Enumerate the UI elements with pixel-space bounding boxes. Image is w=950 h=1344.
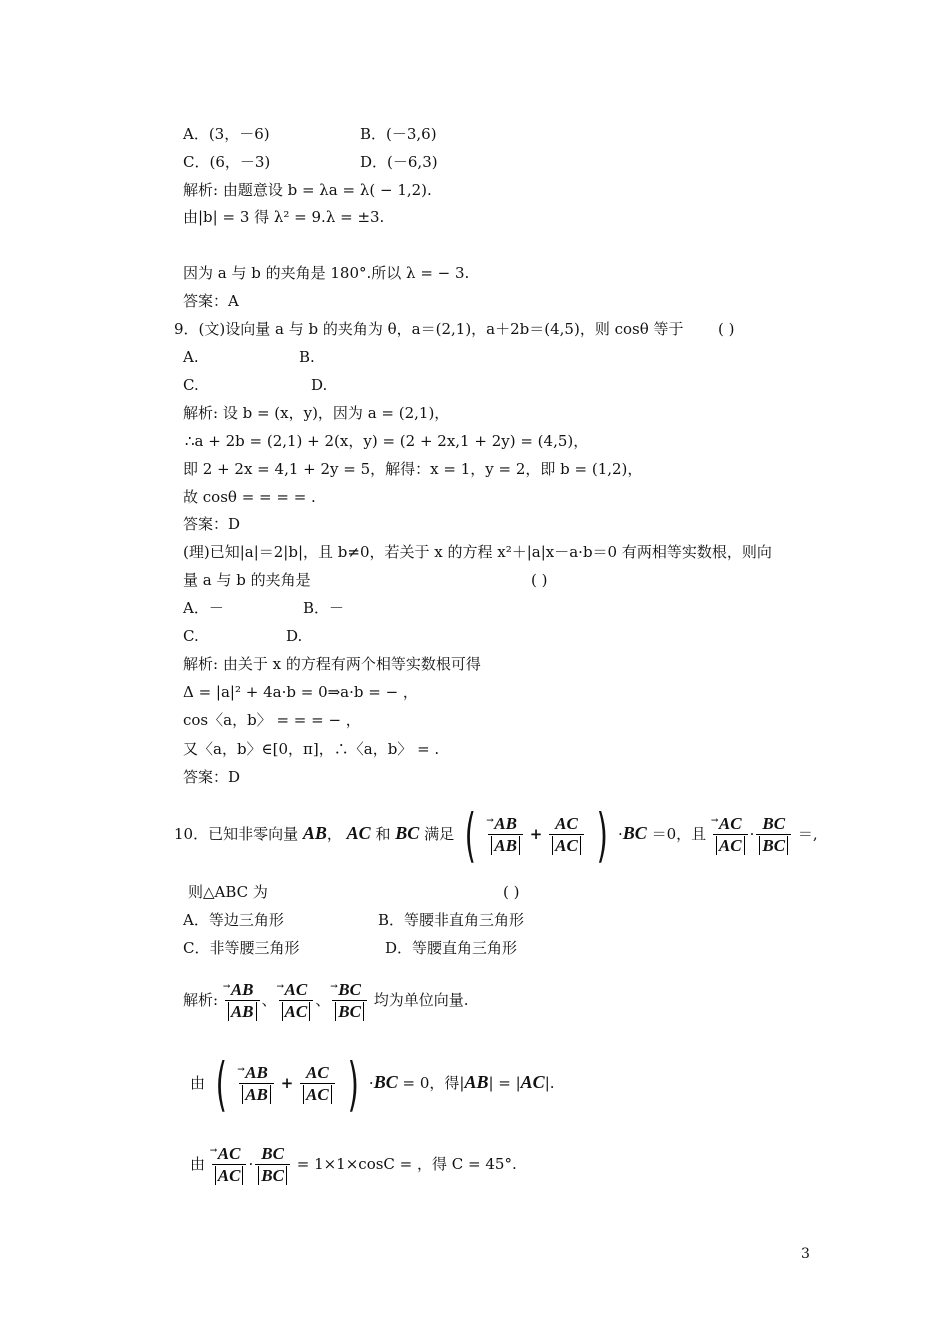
question-10: 10．已知非零向量 AB， AC 和 BC 满足 ( → AB AB + $\frac{AC}{AC}$ ) ·BC ＝0，且 → AC AC · $\frac{BC}{BC}$ ＝,	[174, 801, 818, 869]
vector-ac: AC	[520, 1072, 545, 1092]
numerator: BC	[338, 979, 361, 999]
option-c-q8: C．(6，－3)	[183, 153, 271, 171]
option-d-q10: D．等腰直角三角形	[385, 939, 518, 957]
page-number: 3	[801, 1246, 810, 1262]
analysis-q8-line3: 因为 a 与 b 的夹角是 180°.所以 λ = − 3.	[183, 264, 470, 282]
answer-q9-wen: 答案：D	[183, 515, 241, 533]
plus-sign: +	[280, 1074, 294, 1092]
question-10-blank: ( )	[503, 883, 520, 901]
analysis-q10-line2: 由 ( → AB AB + $\frac{AC}{AC}$ ) ·BC = 0，得|AB| = |AC|.	[190, 1050, 555, 1118]
result-text: = 1×1×cosC = ，得 C = 45°.	[296, 1155, 517, 1173]
question-9-li-line2: 量 a 与 b 的夹角是	[183, 571, 311, 589]
vector-bc: BC	[373, 1072, 398, 1092]
option-a-q8: A．(3，－6)	[183, 125, 270, 143]
fraction-bc-over-abs-bc	[255, 1144, 290, 1187]
denominator: AC	[716, 836, 745, 855]
denominator: AC	[282, 1002, 311, 1021]
q10-eq: ＝,	[797, 825, 818, 843]
analysis-q9-li-line4: 又〈a，b〉∈[0，π]，∴〈a，b〉 = .	[183, 740, 440, 758]
vector-ab: AB	[464, 1072, 489, 1092]
answer-q8: 答案：A	[183, 292, 239, 310]
analysis-label: 解析:	[183, 991, 219, 1009]
numerator: AB	[245, 1062, 268, 1082]
analysis-q9-li-line1: 解析: 由关于 x 的方程有两个相等实数根可得	[183, 655, 481, 673]
fraction-ac-over-abs-ac	[209, 1143, 247, 1187]
analysis-q8-line2: 由|b| = 3 得 λ² = 9.λ = ±3.	[183, 208, 385, 226]
question-9-blank: ( )	[718, 320, 735, 338]
mid-text: = 0，得|	[402, 1074, 465, 1092]
analysis-q9-line2: ∴a + 2b = (2,1) + 2(x，y) = (2 + 2x,1 + 2y) = (4,5)，	[185, 432, 589, 450]
denominator: BC	[759, 836, 788, 855]
vector-bc: BC	[395, 823, 420, 843]
option-a-q10: A．等边三角形	[183, 911, 284, 929]
numerator: AC	[217, 1143, 241, 1163]
analysis-q9-line4: 故 cosθ = = = = .	[183, 488, 316, 506]
analysis-suffix: 均为单位向量.	[373, 991, 469, 1009]
fraction-ab-over-abs-ab	[488, 814, 523, 857]
analysis-q8-line1: 解析: 由题意设 b = λa = λ( − 1,2).	[183, 181, 432, 199]
numerator: BC	[762, 813, 786, 833]
left-paren: (	[464, 801, 476, 869]
numerator: AB	[230, 979, 254, 999]
eq-text: | = |	[488, 1074, 521, 1092]
numerator: AC	[555, 813, 578, 833]
vector-arrow-icon: →	[330, 981, 338, 992]
vector-arrow-icon: →	[209, 1145, 218, 1156]
denominator: BC	[335, 1002, 364, 1021]
option-d-q9-li: D.	[286, 627, 303, 645]
numerator: AC	[284, 979, 308, 999]
option-c-q9: C.	[183, 376, 199, 394]
q10-prefix: 10．已知非零向量	[174, 825, 299, 843]
question-9-li-blank: ( )	[531, 571, 548, 589]
denominator: AB	[228, 1002, 257, 1021]
analysis-q9-line3: 即 2 + 2x = 4,1 + 2y = 5，解得：x = 1，y = 2，即 b = (1,2)，	[183, 460, 643, 478]
option-a-q9: A.	[183, 348, 199, 366]
option-b-q8: B．(－3,6)	[360, 125, 437, 143]
fraction-ac-over-abs-ac	[710, 813, 748, 857]
analysis-q9-li-line3: cos〈a，b〉 = = = − ，	[183, 711, 361, 729]
vector-arrow-icon: →	[276, 981, 285, 992]
vector-ac: AC	[346, 823, 371, 843]
numerator: AC	[306, 1062, 329, 1082]
numerator: BC	[261, 1143, 284, 1163]
right-paren: )	[347, 1050, 359, 1118]
fraction-ac-over-abs-ac	[549, 814, 584, 857]
analysis-q10-line1: 解析: → AB AB 、 → AC AC 、 → BC BC 均为单位向量.	[183, 979, 469, 1021]
numerator: AC	[718, 813, 742, 833]
denominator: AC	[552, 836, 581, 855]
analysis-q9-li-line2: Δ = |a|² + 4a·b = 0⇒a·b = − ，	[183, 683, 418, 701]
vector-arrow-icon: →	[222, 981, 231, 992]
question-9-li-line1: (理)已知|a|＝2|b|，且 b≠0，若关于 x 的方程 x²＋|a|x－a·b＝0 有两相等实数根，则向	[183, 543, 772, 561]
denominator: BC	[258, 1166, 287, 1185]
left-paren: (	[215, 1050, 227, 1118]
right-paren: )	[596, 801, 608, 869]
q10-and: 和	[375, 825, 391, 843]
fraction-bc-over-abs-bc	[756, 814, 791, 857]
option-a-q9-li: A．－	[183, 599, 224, 617]
denominator: AC	[303, 1085, 332, 1104]
question-9-wen: 9．(文)设向量 a 与 b 的夹角为 θ，a＝(2,1)，a＋2b＝(4,5)，则 cosθ 等于	[174, 320, 684, 338]
vector-arrow-icon: →	[710, 815, 719, 826]
denominator: AB	[491, 836, 520, 855]
answer-q9-li: 答案：D	[183, 768, 241, 786]
q10-eq0: ＝0，且	[651, 825, 707, 843]
option-c-q9-li: C.	[183, 627, 199, 645]
analysis-q10-line3: 由 → AC AC · $\frac{BC}{BC}$ = 1×1×cosC = ，得 C = 45°.	[190, 1143, 517, 1185]
fraction-bc-over-abs-bc	[332, 980, 367, 1023]
end-text: |.	[544, 1074, 555, 1092]
plus-sign: +	[529, 825, 543, 843]
question-10-line2: 则△ABC 为	[188, 883, 268, 901]
fraction-ac-over-abs-ac	[300, 1063, 335, 1106]
option-b-q10: B．等腰非直角三角形	[378, 911, 525, 929]
option-b-q9-li: B．－	[303, 599, 345, 617]
fraction-ac-over-abs-ac	[276, 979, 314, 1023]
you-label: 由	[190, 1155, 206, 1173]
option-b-q9: B.	[299, 348, 315, 366]
analysis-q9-line1: 解析: 设 b = (x，y)，因为 a = (2,1)，	[183, 404, 450, 422]
option-d-q9: D.	[311, 376, 328, 394]
q10-satisfy: 满足	[424, 825, 455, 843]
fraction-ab-over-abs-ab	[222, 979, 260, 1023]
vector-arrow-icon: →	[237, 1064, 245, 1075]
fraction-ab-over-abs-ab	[239, 1063, 274, 1106]
denominator: AC	[215, 1166, 244, 1185]
you-label: 由	[190, 1074, 206, 1092]
vector-ab: AB	[302, 823, 327, 843]
option-d-q8: D．(－6,3)	[360, 153, 438, 171]
vector-arrow-icon: →	[486, 815, 494, 826]
numerator: AB	[494, 813, 517, 833]
denominator: AB	[242, 1085, 271, 1104]
option-c-q10: C．非等腰三角形	[183, 939, 300, 957]
vector-bc: BC	[622, 823, 647, 843]
